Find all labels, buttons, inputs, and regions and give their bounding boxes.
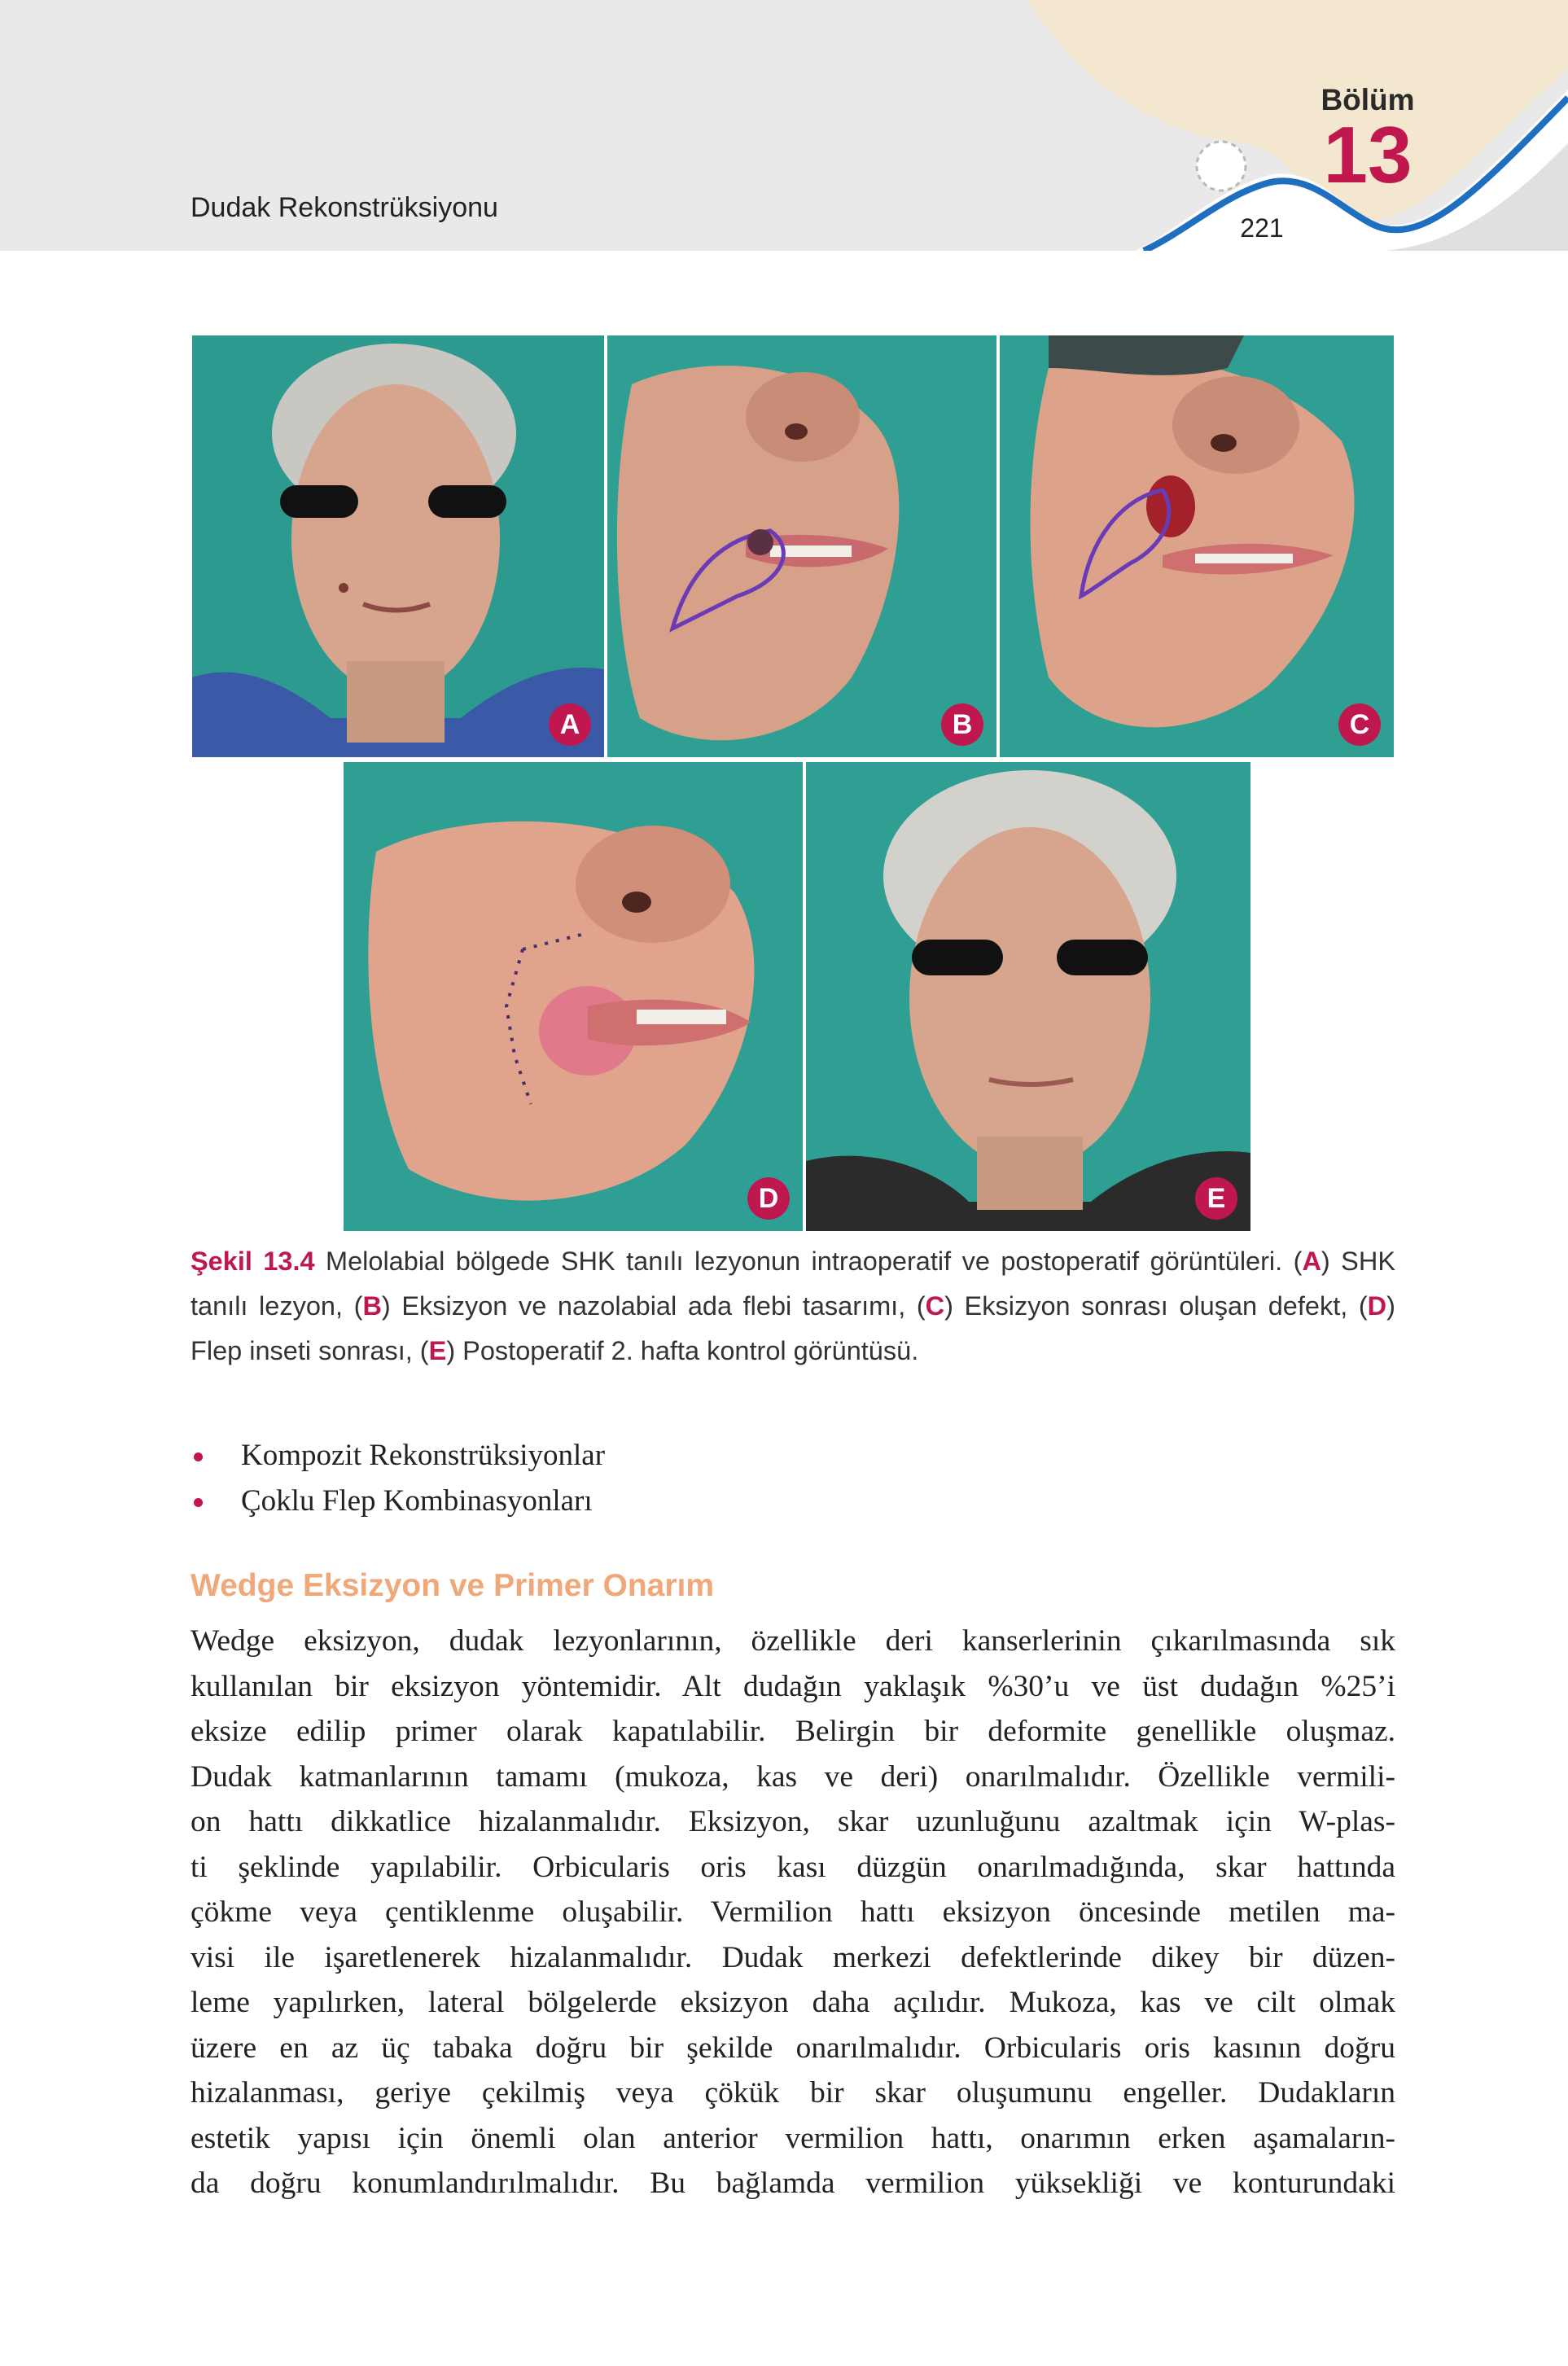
figure-caption bbox=[191, 1239, 1395, 1374]
figure-panel-e bbox=[806, 762, 1250, 1231]
text-line: üzere en az üç tabaka doğru bir şekilde onarılmalıdır. Orbicularis oris kasının doğru bbox=[191, 2031, 1395, 2065]
patient-photo-flap-design bbox=[607, 335, 996, 757]
caption-panel-ref: E bbox=[428, 1336, 447, 1365]
text-line: estetik yapısı için önemli olan anterior vermilion hattı, onarımın erken aşamaların- bbox=[191, 2121, 1395, 2155]
caption-text: ) Eksizyon ve nazolabial ada flebi tasarımı, ( bbox=[381, 1291, 926, 1321]
panel-label-b: B bbox=[941, 703, 983, 746]
text-line: da doğru konumlandırılmalıdır. Bu bağlamda vermilion yüksekliği ve konturundaki bbox=[191, 2167, 1395, 2200]
figure-number: Şekil 13.4 bbox=[191, 1247, 315, 1276]
bullet-icon bbox=[194, 1498, 203, 1507]
caption-text: ) Eksizyon sonrası oluşan defekt, ( bbox=[944, 1291, 1368, 1321]
list-item-text: Çoklu Flep Kombinasyonları bbox=[241, 1484, 593, 1518]
text-line: visi ile işaretlenerek hizalanmalıdır. Dudak merkezi defektlerinde dikey bir düzen- bbox=[191, 1940, 1395, 1974]
bullet-icon bbox=[194, 1452, 203, 1461]
running-title: Dudak Rekonstrüksiyonu bbox=[191, 192, 498, 223]
caption-text: ) Flep inseti sonrası, ( bbox=[191, 1291, 1395, 1365]
text-line: hizalanması, geriye çekilmiş veya çökük bir skar oluşumunu engeller. Dudakların bbox=[191, 2076, 1395, 2110]
patient-photo-defect bbox=[1000, 335, 1394, 757]
chapter-number: 13 bbox=[1323, 110, 1413, 199]
figure-panel-a bbox=[192, 335, 604, 757]
patient-photo-preop-frontal bbox=[192, 335, 604, 757]
body-paragraph bbox=[191, 1619, 1395, 2206]
panel-label-e: E bbox=[1195, 1177, 1237, 1220]
text-line: leme yapılırken, lateral bölgelerde eksizyon daha açılıdır. Mukoza, kas ve cilt olmak bbox=[191, 1986, 1395, 2019]
figure-panel-c bbox=[1000, 335, 1394, 757]
list-item bbox=[191, 1479, 1395, 1524]
text-line: ti şeklinde yapılabilir. Orbicularis oris kası düzgün onarılmadığında, skar hattında bbox=[191, 1850, 1395, 1884]
caption-panel-ref: B bbox=[362, 1291, 382, 1321]
caption-panel-ref: A bbox=[1302, 1247, 1321, 1276]
panel-label-c: C bbox=[1338, 703, 1381, 746]
panel-label-a: A bbox=[549, 703, 591, 746]
figure-panel-d bbox=[344, 762, 803, 1231]
caption-text: ) Postoperatif 2. hafta kontrol görüntüsü. bbox=[446, 1336, 919, 1365]
caption-text: Melolabial bölgede SHK tanılı lezyonun intraoperatif ve postoperatif görüntüleri. ( bbox=[314, 1247, 1303, 1276]
page-number: 221 bbox=[1240, 213, 1284, 243]
bullet-list bbox=[191, 1433, 1395, 1524]
text-line: eksize edilip primer olarak kapatılabilir. Belirgin bir deformite genellikle oluşmaz. bbox=[191, 1715, 1395, 1748]
caption-panel-ref: D bbox=[1367, 1291, 1387, 1321]
list-item-text: Kompozit Rekonstrüksiyonlar bbox=[241, 1439, 606, 1472]
panel-label-d: D bbox=[747, 1177, 790, 1220]
text-line: on hattı dikkatlice hizalanmalıdır. Eksizyon, skar uzunluğunu azaltmak için W-plas- bbox=[191, 1805, 1395, 1838]
patient-photo-flap-inset bbox=[344, 762, 803, 1231]
section-heading: Wedge Eksizyon ve Primer Onarım bbox=[191, 1568, 715, 1603]
caption-panel-ref: C bbox=[925, 1291, 945, 1321]
chapter-label: Bölüm bbox=[1321, 83, 1415, 116]
text-line: Wedge eksizyon, dudak lezyonlarının, özellikle deri kanserlerinin çıkarılmasında sık bbox=[191, 1624, 1395, 1658]
list-item bbox=[191, 1433, 1395, 1479]
text-line: kullanılan bir eksizyon yöntemidir. Alt dudağın yaklaşık %30’u ve üst dudağın %25’i bbox=[191, 1669, 1395, 1703]
text-line: çökme veya çentiklenme oluşabilir. Vermilion hattı eksizyon öncesinde metilen ma- bbox=[191, 1895, 1395, 1929]
patient-photo-postop-frontal bbox=[806, 762, 1250, 1231]
caption-text: ) SHK tanılı lezyon, ( bbox=[191, 1247, 1395, 1321]
figure-panel-b bbox=[607, 335, 996, 757]
text-line: Dudak katmanlarının tamamı (mukoza, kas ve deri) onarılmalıdır. Özellikle vermili- bbox=[191, 1759, 1395, 1794]
